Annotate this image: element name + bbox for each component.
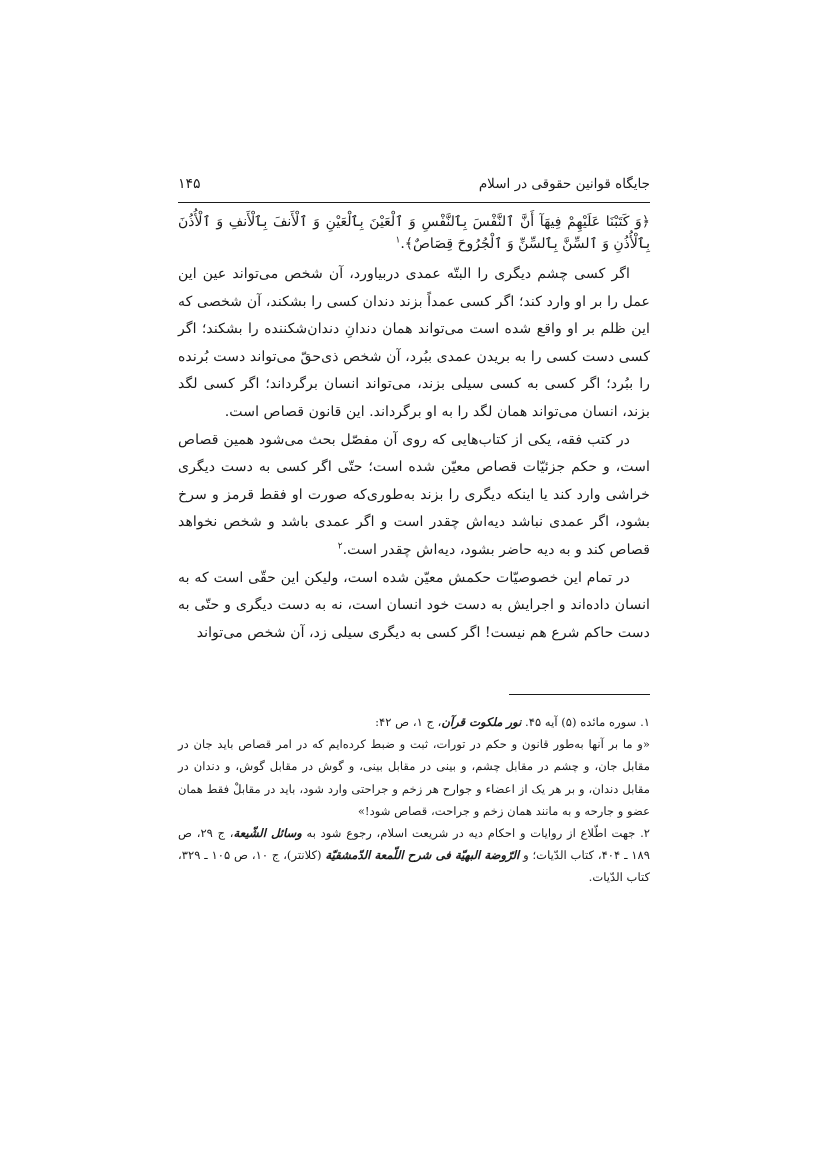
paragraph-text: در تمام این خصوصیّات حکمش معیّن شده است، ولیکن این حقّی است که به انسان داده‌اند و اجرایش به دست خود انسان است، نه به دست دیگری و حتّی به دست حاکم شرع هم نیست! اگر کسی به دیگری سیلی زد، آن شخص می‌تواند <box>178 569 650 641</box>
paragraph-text: اگر کسی چشم دیگری را البتّه عمدی دربیاورد، آن شخص می‌تواند عین این عمل را بر او وارد کند؛ اگر کسی عمداً بزند دندان کسی را بشکند، آن شخصی که این ظلم بر او واقع شده است می‌تواند همان دندانِ دندان‌شکننده را بشکند؛ اگر کسی دست کسی را به بریدن عمدی ببُرد، آن شخص ذی‌حقّ می‌تواند دست بُرنده را ببُرد؛ اگر کسی به کسی سیلی بزند، می‌تواند انسان برگرداند؛ اگر کسی لگد بزند، انسان می‌تواند همان لگد را به او برگرداند. این قانون قصاص است. <box>178 266 650 420</box>
footnote-2-mid: ، ج ۲۹، ص ۱۸۹ ـ ۴۰۴، کتاب الدّیات؛ و <box>178 826 650 863</box>
quran-verse <box>178 211 650 255</box>
header-divider <box>178 202 650 203</box>
footnote-1-prefix: ۱. سوره مائده (۵) آیه ۴۵. <box>525 715 650 729</box>
main-text <box>178 211 650 647</box>
footnote-2 <box>178 822 650 889</box>
running-header <box>178 176 650 198</box>
paragraph-text: در کتب فقه، یکی از کتاب‌هایی که روی آن مفصّل بحث می‌شود همین قصاص است، و حکم جزئیّات قصاص معیّن شده است؛ حتّی اگر کسی به دست دیگری خراشی وارد کند یا اینکه دیگری را بزند به‌طوری‌که صورت او فقط قرمز و سرخ بشود، اگر عمدی نباشد دیه‌اش چقدر است و اگر عمدی باشد و شخص نخواهد قصاص کند و به دیه حاضر بشود، دیه‌اش چقدر است. <box>178 431 650 558</box>
footnote-ref-1: ۱ <box>395 235 401 246</box>
paragraph-3 <box>178 565 650 648</box>
footnote-1-suffix: ، ج ۱، ص ۴۲: <box>375 715 442 729</box>
header-title: جایگاه قوانین حقوقی در اسلام <box>478 176 650 192</box>
footnote-2-prefix: ۲. جهت اطّلاع از روایات و احکام دیه در شریعت اسلام، رجوع شود به <box>306 826 650 841</box>
page-number: ۱۴۵ <box>178 176 201 192</box>
paragraph-1 <box>178 261 650 427</box>
footnote-2-book-1: وسائل الشّیعة <box>233 826 302 841</box>
verse-text: ﴿وَ كَتَبْنَا عَلَيْهِمْ فِيهَآ أَنَّ ٱلنَّفْسَ بِٱلنَّفْسِ وَ ٱلْعَيْنَ بِٱلْعَيْنِ وَ ٱلْأَنفَ بِٱلْأَنفِ وَ ٱلْأُذُنَ بِٱلْأُذُنِ وَ ٱلسِّنَّ بِٱلسِّنِّ وَ ٱلْجُرُوحَ قِصَاصٌ﴾. <box>178 214 650 252</box>
footnote-divider <box>509 694 650 695</box>
footnote-1 <box>178 711 650 733</box>
footnote-2-suffix: (کلانتر)، ج ۱۰، ص ۱۰۵ ـ ۳۲۹، کتاب الدّیات. <box>178 848 650 885</box>
footnote-2-book-2: الرّوضة البهیّة فی شرح اللّمعة الدّمشقیّة <box>325 848 520 863</box>
footnote-1-translation: «و ما بر آنها به‌طور قانون و حکم در تورات، ثبت و ضبط کرده‌ایم که در امر قصاص باید جان در مقابل جان، و چشم در مقابل چشم، و بینی در مقابل بینی، و گوش در مقابل گوش، و دندان در مقابل دندان، و بر هر یک از اعضاء و جوارح هر زخم و جراحتی وارد شود، باید در مقابلْ فقط همان عضو و جارحه و به مانند همان زخم و جراحت، قصاص شود!» <box>178 737 650 818</box>
footnote-1-book: نور ملکوت قرآن <box>441 715 522 729</box>
footnote-ref-2: ۲ <box>337 541 343 552</box>
paragraph-2 <box>178 427 650 565</box>
footnotes <box>178 711 650 889</box>
